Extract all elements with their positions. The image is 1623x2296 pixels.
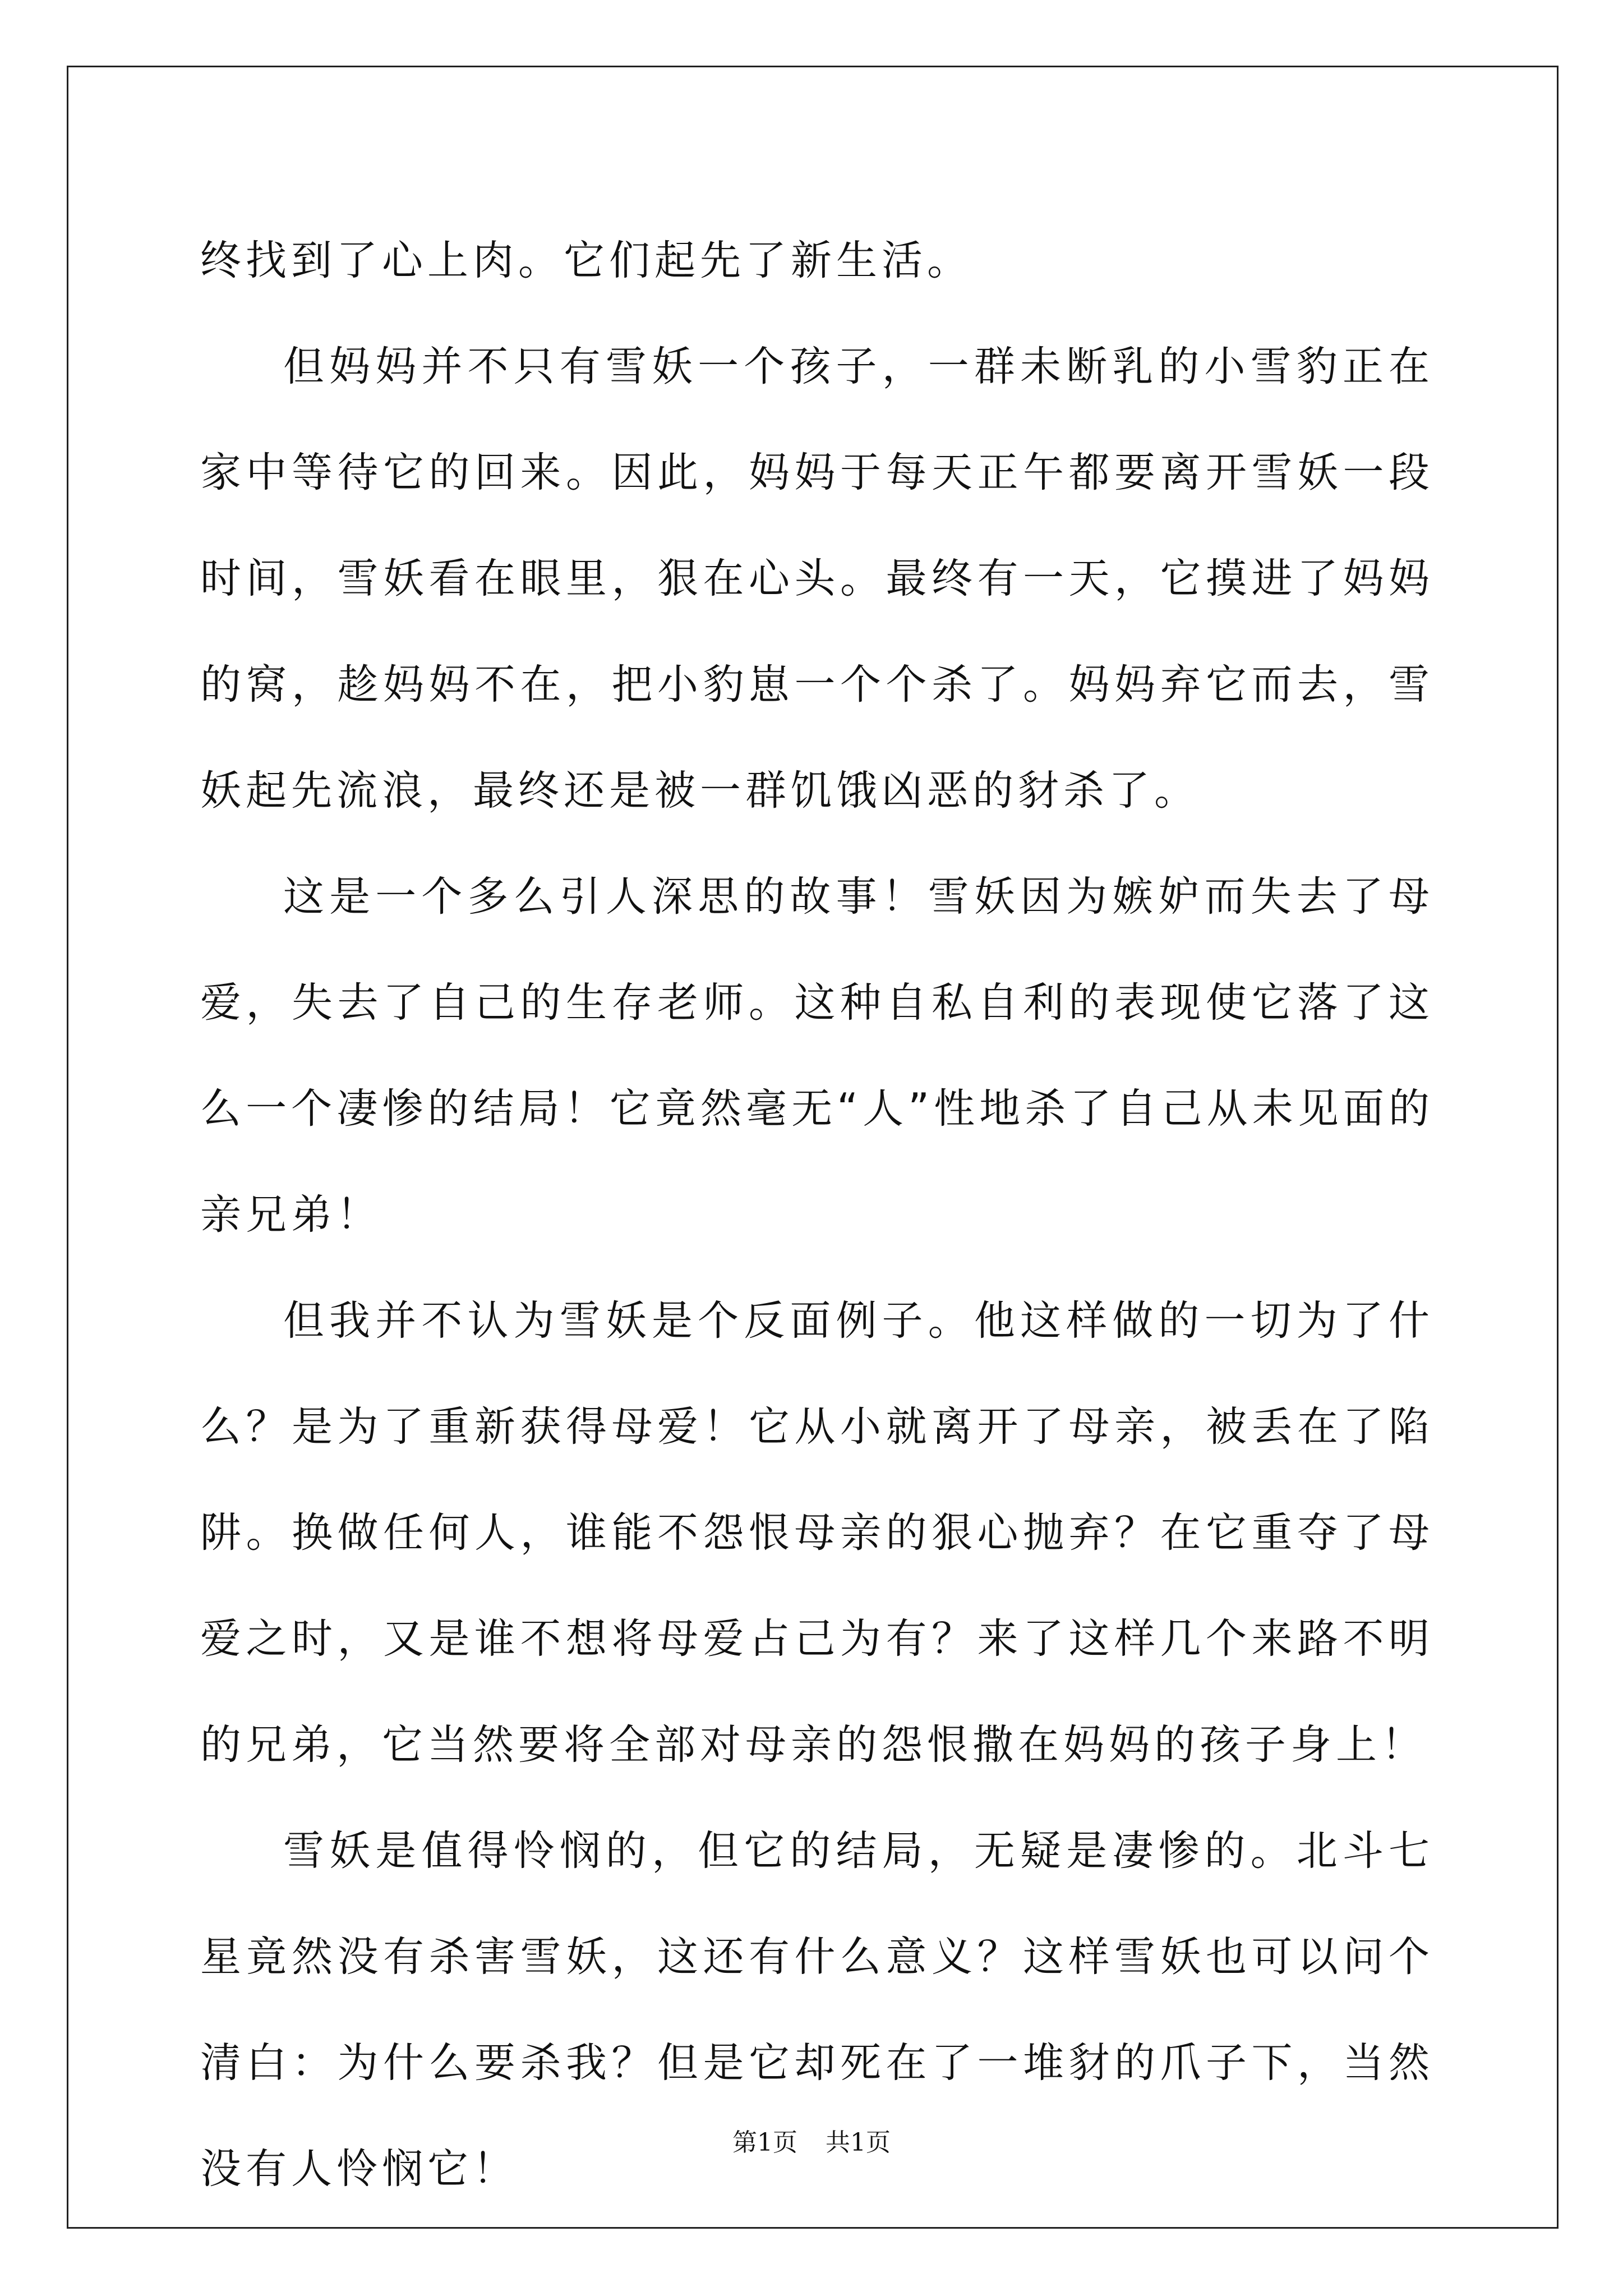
paragraph: 但妈妈并不只有雪妖一个孩子，一群未断乳的小雪豹正在家中等待它的回来。因此，妈妈于每天正午都要离开雪妖一段时间，雪妖看在眼里，狠在心头。最终有一天，它摸进了妈妈的窝，趁妈妈不在，把小豹崽一个个杀了。妈妈弃它而去，雪妖起先流浪，最终还是被一群饥饿凶恶的豺杀了。 xyxy=(200,343,1434,815)
page-footer xyxy=(0,2126,1623,2160)
page-total: 共1页 xyxy=(826,2128,891,2157)
paragraph: 但我并不认为雪妖是个反面例子。他这样做的一切为了什么？是为了重新获得母爱！它从小就离开了母亲，被丢在了陷阱。换做任何人，谁能不怨恨母亲的狠心抛弃？在它重夺了母爱之时，又是谁不想将母爱占己为有？来了这样几个来路不明的兄弟，它当然要将全部对母亲的怨恨撒在妈妈的孩子身上！ xyxy=(200,1297,1434,1769)
document-body xyxy=(200,208,1434,2222)
paragraph-continuation: 终找到了心上肉。它们起先了新生活。 xyxy=(200,237,972,284)
page-number: 第1页 xyxy=(732,2128,797,2157)
paragraph: 这是一个多么引人深思的故事！雪妖因为嫉妒而失去了母爱，失去了自己的生存老师。这种自私自利的表现使它落了这么一个凄惨的结局！它竟然毫无“人”性地杀了自己从未见面的亲兄弟！ xyxy=(200,873,1434,1239)
paragraph: 雪妖是值得怜悯的，但它的结局，无疑是凄惨的。北斗七星竟然没有杀害雪妖，这还有什么意义？这样雪妖也可以问个清白：为什么要杀我？但是它却死在了一堆豺的爪子下，当然没有人怜悯它！ xyxy=(200,1827,1434,2193)
